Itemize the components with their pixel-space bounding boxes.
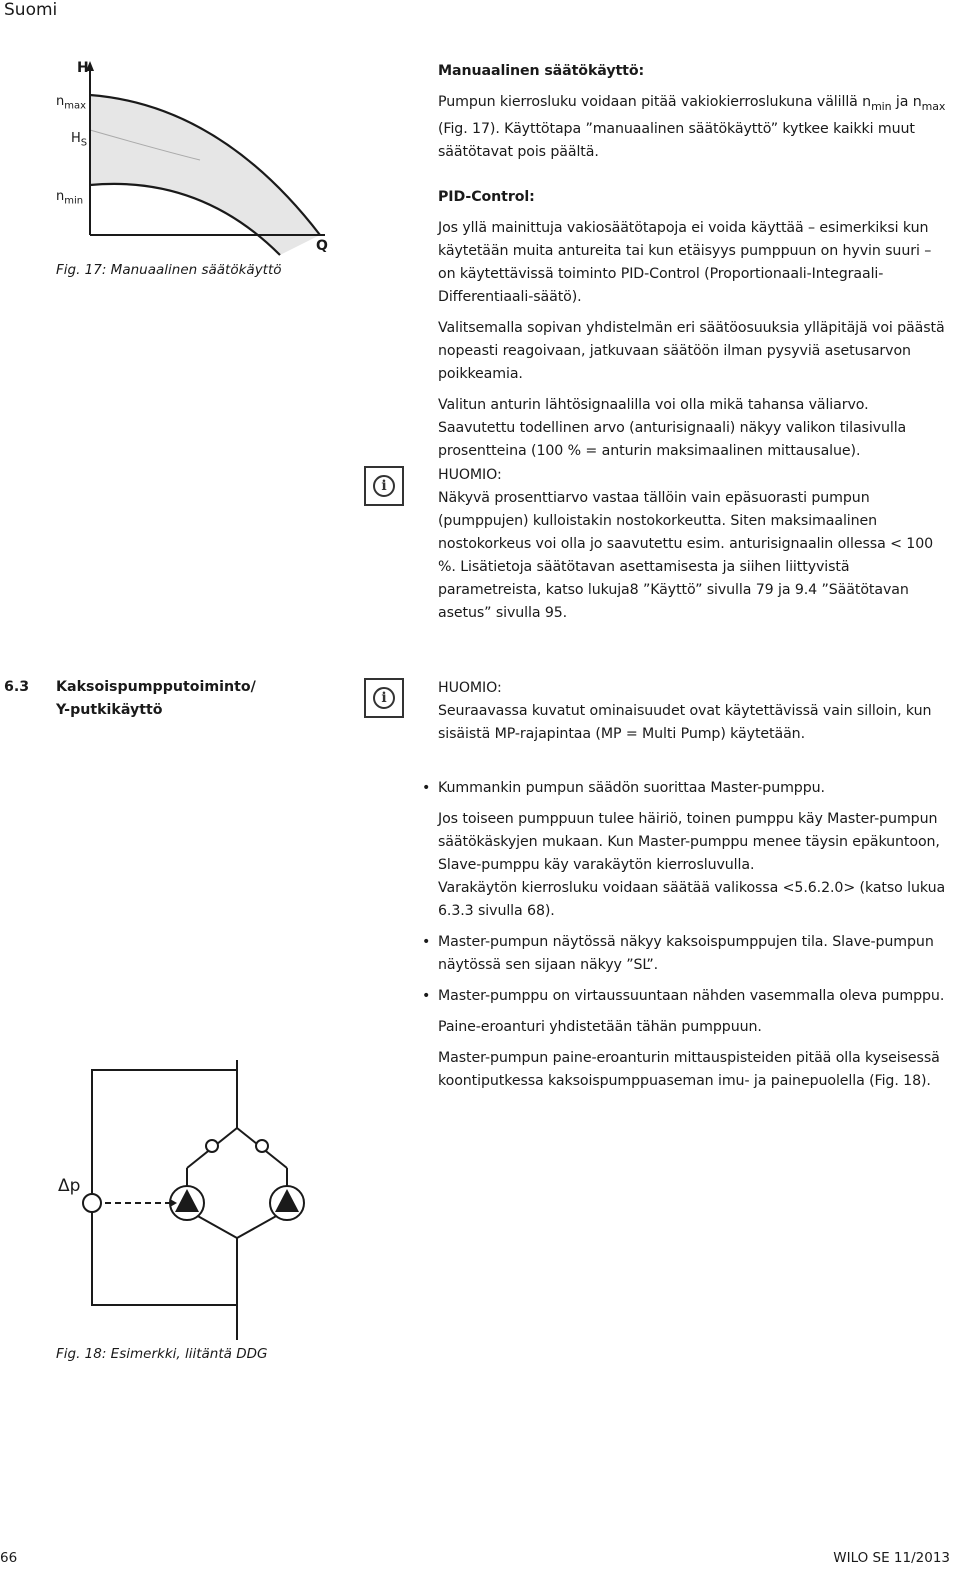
pid-paragraph-3: Valitun anturin lähtösignaalilla voi olla mikä tahansa väliarvo. Saavutettu todellinen arvo (anturisignaali) näkyy valikon tilasivulla prosentteina (100 % = anturin maksimaalinen mittausalue).	[438, 397, 907, 459]
manual-paragraph: Pumpun kierrosluku voidaan pitää vakiokierroslukuna välillä $n_{min}$ ja $n_{max}$ (Fig. 17). Käyttötapa ”manuaalinen säätökäyttö” kytkee kaikki muut säätötavat pois päältä.	[438, 94, 946, 160]
page-number: 66	[0, 1550, 18, 1566]
fig17-diagram	[50, 55, 340, 285]
footer-brand: WILO SE 11/2013	[833, 1550, 950, 1566]
fig18-pressure-tap	[206, 1140, 218, 1152]
fig17-caption: Fig. 17: Manuaalinen säätökäyttö	[56, 262, 282, 278]
pid-paragraph-2: Valitsemalla sopivan yhdistelmän eri säätöosuuksia ylläpitäjä voi päästä nopeasti reagoivaan, jatkuvaan säätöön ilman pysyviä asetusarvon poikkeamia.	[438, 320, 945, 382]
info-icon: i	[364, 678, 404, 718]
info-icon: i	[364, 466, 404, 506]
fig17-nmin-label: $n_{min}$	[56, 189, 84, 207]
list-item: • Kummankin pumpun säädön suorittaa Master-pumppu. Jos toiseen pumppuun tulee häiriö, toinen pumppu käy Master-pumpun säätökäskyjen mukaan. Kun Master-pumppu menee täysin epäkuntoon, Slave-pumppu käy varakäytön kierrosluvulla. Varakäytön kierrosluku voidaan säätää valikossa <5.6.2.0> (katso lukua 6.3.3 sivulla 68).	[422, 780, 946, 919]
fig17-hs-label: $H_S$	[71, 131, 88, 149]
section-number: 6.3	[4, 679, 30, 695]
note-1-text: Näkyvä prosenttiarvo vastaa tällöin vain epäsuorasti pumpun (pumppujen) kulloistakin nostokorkeutta. Siten maksimaalinen nostokorkeus voi olla jo saavutettu esim. anturisignaalin ollessa < 100 %. Lisätietoja säätötavan asettamisesta ja siihen liittyvistä parametreista, katso lukuja8 ”Käyttö” sivulla 79 ja 9.4 ”Säätötavan asetus” sivulla 95.	[438, 490, 934, 621]
pid-section	[438, 186, 950, 471]
fig18-caption: Fig. 18: Esimerkki, liitäntä DDG	[56, 1346, 268, 1362]
note-1	[438, 464, 950, 633]
fig18-diagram	[50, 1050, 350, 1350]
fig18-pump-slave	[270, 1186, 304, 1220]
note-2	[438, 677, 950, 754]
note-2-text: Seuraavassa kuvatut ominaisuudet ovat käytettävissä vain silloin, kun sisäistä MP-rajapintaa (MP = Multi Pump) käytetään.	[438, 703, 932, 742]
fig17-h-label: H	[77, 60, 89, 76]
fig18-dp-label: Δp	[58, 1176, 81, 1196]
manual-heading: Manuaalinen säätökäyttö:	[438, 63, 645, 79]
language-label: Suomi	[4, 0, 58, 20]
section-title: Kaksoispumpputoiminto/ Y-putkikäyttö	[56, 679, 256, 718]
fig17-operating-range	[90, 95, 320, 255]
pid-heading: PID-Control:	[438, 189, 535, 205]
bullet-list	[422, 777, 950, 1101]
fig18-dp-sensor	[83, 1194, 101, 1212]
note-1-title: HUOMIO:	[438, 467, 502, 483]
note-2-title: HUOMIO:	[438, 680, 502, 696]
fig17-q-label: Q	[316, 238, 328, 254]
manual-section	[438, 60, 948, 172]
fig17-nmax-label: $n_{max}$	[56, 94, 87, 112]
list-item: • Master-pumppu on virtaussuuntaan nähden vasemmalla oleva pumppu. Paine-eroanturi yhdistetään tähän pumppuun. Master-pumpun paine-eroanturin mittauspisteiden pitää olla kyseisessä koontiputkessa kaksoispumppuaseman imu- ja painepuolella (Fig. 18).	[422, 988, 945, 1089]
list-item: • Master-pumpun näytössä näkyy kaksoispumppujen tila. Slave-pumpun näytössä sen sijaan näkyy ”SL”.	[422, 934, 934, 973]
fig18-pressure-tap	[256, 1140, 268, 1152]
pid-paragraph-1: Jos yllä mainittuja vakiosäätötapoja ei voida käyttää – esimerkiksi kun käytetään muita antureita tai kun etäisyys pumppuun on hyvin suuri – on käytettävissä toiminto PID-Control (Proportionaali-Integraali-Differentiaali-säätö).	[438, 220, 932, 305]
